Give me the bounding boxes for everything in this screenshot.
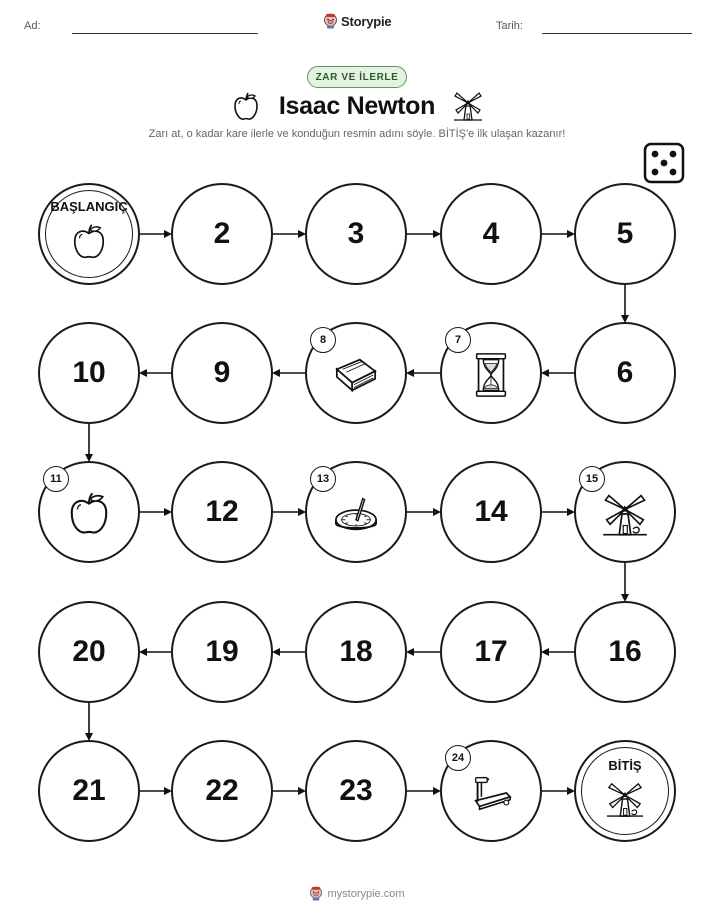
finish-label: BİTİŞ — [608, 758, 642, 773]
book-icon — [333, 352, 379, 403]
space-number: 14 — [474, 495, 508, 528]
apple-icon — [66, 491, 112, 542]
space-number-badge: 11 — [43, 466, 69, 492]
space-number: 10 — [72, 356, 106, 389]
name-field-line[interactable] — [72, 33, 258, 34]
footer — [0, 886, 714, 901]
brand-name: Storypie — [341, 13, 392, 29]
board-space-3[interactable] — [305, 183, 407, 285]
board-space-2[interactable] — [171, 183, 273, 285]
space-number: 17 — [474, 635, 508, 668]
dice-icon[interactable] — [643, 142, 685, 184]
space-number-badge: 8 — [310, 327, 336, 353]
treadmill-icon — [468, 770, 514, 821]
board-space-16[interactable] — [574, 601, 676, 703]
board-space-12[interactable] — [171, 461, 273, 563]
windmill-icon — [602, 491, 648, 542]
board-space-20[interactable] — [38, 601, 140, 703]
space-number-badge: 13 — [310, 466, 336, 492]
space-number: 12 — [205, 495, 239, 528]
space-number: 18 — [339, 635, 373, 668]
space-number: 9 — [213, 356, 231, 389]
page-title: Isaac Newton — [278, 92, 436, 120]
board-space-23[interactable] — [305, 740, 407, 842]
space-number: 16 — [608, 635, 642, 668]
start-label: BAŞLANGIÇ — [50, 199, 128, 214]
board-space-4[interactable] — [440, 183, 542, 285]
space-number-badge: 7 — [445, 327, 471, 353]
space-number: 2 — [213, 217, 231, 250]
date-label: Tarih: — [496, 20, 523, 32]
start-space[interactable] — [38, 183, 140, 285]
board-space-21[interactable] — [38, 740, 140, 842]
hourglass-icon — [468, 352, 514, 403]
space-number: 20 — [72, 635, 106, 668]
space-number: 22 — [205, 774, 239, 807]
space-number-badge: 15 — [579, 466, 605, 492]
board-space-22[interactable] — [171, 740, 273, 842]
space-number: 4 — [482, 217, 500, 250]
space-number: 19 — [205, 635, 239, 668]
space-number: 21 — [72, 774, 106, 807]
windmill-icon — [606, 780, 644, 823]
footer-url[interactable]: mystorypie.com — [327, 887, 405, 900]
finish-space[interactable] — [574, 740, 676, 842]
board-space-5[interactable] — [574, 183, 676, 285]
space-number: 3 — [347, 217, 365, 250]
board-space-9[interactable] — [171, 322, 273, 424]
board-space-14[interactable] — [440, 461, 542, 563]
space-number: 23 — [339, 774, 373, 807]
board-space-19[interactable] — [171, 601, 273, 703]
windmill-icon — [453, 90, 483, 122]
apple-icon — [232, 92, 260, 122]
game-type-badge: ZAR VE İLERLE — [307, 66, 407, 88]
pig-mascot-icon — [323, 13, 338, 29]
board-space-6[interactable] — [574, 322, 676, 424]
board-space-17[interactable] — [440, 601, 542, 703]
space-number: 6 — [616, 356, 634, 389]
date-field-line[interactable] — [542, 33, 692, 34]
space-number-badge: 24 — [445, 745, 471, 771]
instructions-text: Zarı at, o kadar kare ilerle ve konduğun resmin adını söyle. BİTİŞ'e ilk ulaşan kazanır! — [148, 128, 566, 140]
apple-icon — [70, 223, 108, 266]
sundial-icon — [333, 491, 379, 542]
brand-logo — [323, 13, 391, 29]
board-space-18[interactable] — [305, 601, 407, 703]
board-space-10[interactable] — [38, 322, 140, 424]
name-label: Ad: — [24, 20, 41, 32]
space-number: 5 — [616, 217, 634, 250]
pig-mascot-icon — [309, 886, 323, 901]
